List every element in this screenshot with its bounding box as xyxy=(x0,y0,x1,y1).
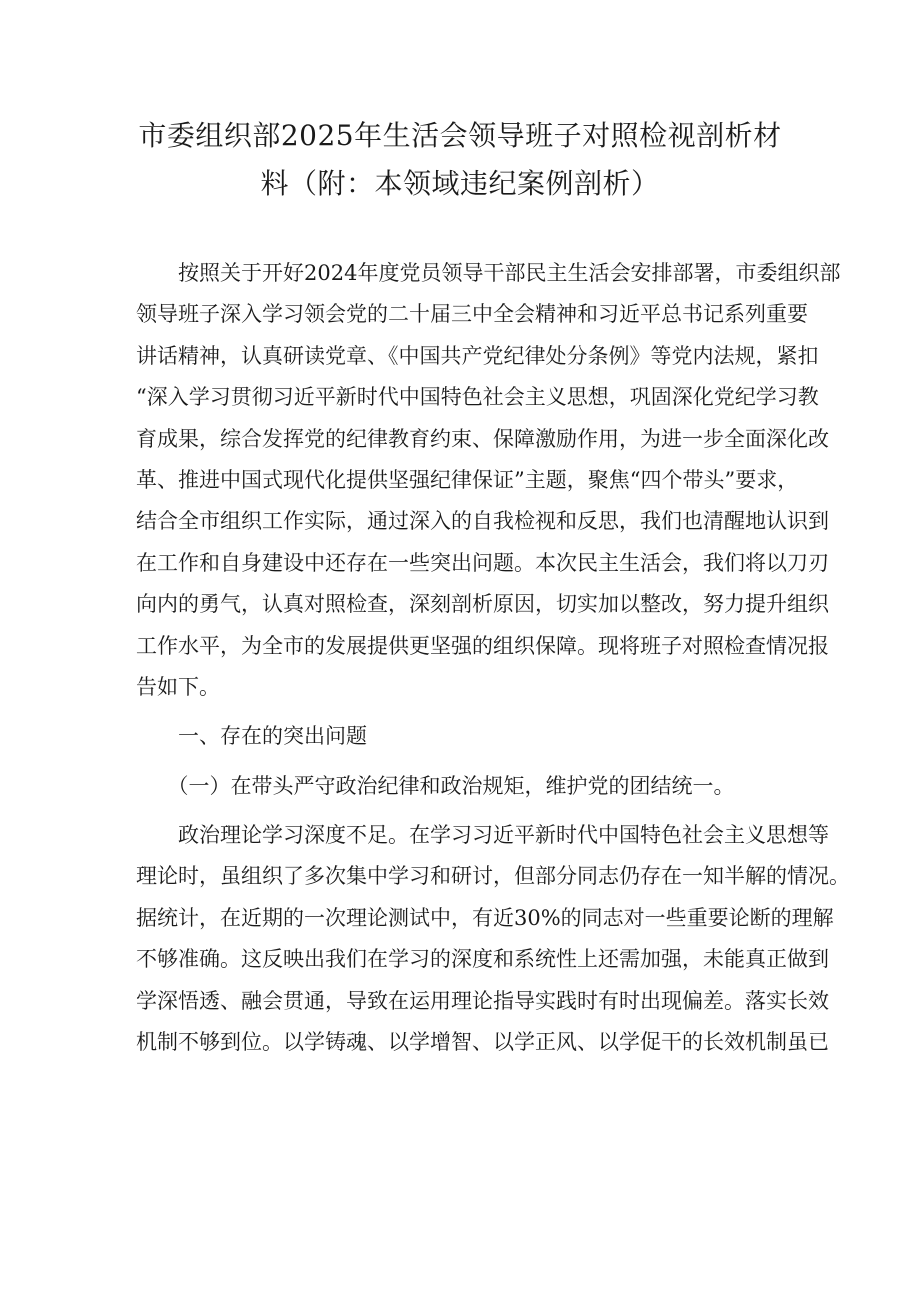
text-line: 结合全市组织工作实际，通过深入的自我检视和反思，我们也清醒地认识到 xyxy=(136,509,829,534)
text-line: 讲话精神，认真研读党章、《中国共产党纪律处分条例》等党内法规，紧扣 xyxy=(136,343,819,368)
text-line: 工作水平，为全市的发展提供更坚强的组织保障。现将班子对照检查情况报 xyxy=(136,633,829,658)
text-line: 告如下。 xyxy=(136,674,220,699)
title-line-2: 料（附：本领域违纪案例剖析） xyxy=(260,167,660,200)
text-line: 向内的勇气，认真对照检查，深刻剖析原因，切实加以整改，努力提升组织 xyxy=(136,592,829,617)
section-heading: 一、存在的突出问题 xyxy=(136,724,367,749)
text-line: 育成果，综合发挥党的纪律教育约束、保障激励作用，为进一步全面深化改 xyxy=(136,426,829,451)
text-line: 机制不够到位。以学铸魂、以学增智、以学正风、以学促干的长效机制虽已 xyxy=(136,1030,829,1055)
text-line: “深入学习贯彻习近平新时代中国特色社会主义思想，巩固深化党纪学习教 xyxy=(136,385,819,410)
document-title xyxy=(130,112,790,208)
text-line: 政治理论学习深度不足。在学习习近平新时代中国特色社会主义思想等 xyxy=(136,823,829,848)
text-line: 按照关于开好2024年度党员领导干部民主生活会安排部署，市委组织部 xyxy=(136,261,841,285)
text-line: 领导班子深入学习领会党的二十届三中全会精神和习近平总书记系列重要 xyxy=(136,302,808,327)
text-line: 在工作和自身建设中还存在一些突出问题。本次民主生活会，我们将以刀刃 xyxy=(136,550,829,575)
text-line: 不够准确。这反映出我们在学习的深度和系统性上还需加强，未能真正做到 xyxy=(136,947,829,972)
document-body xyxy=(136,253,850,1063)
text-line: 学深悟透、融会贯通，导致在运用理论指导实践时有时出现偏差。落实长效 xyxy=(136,988,829,1013)
text-line: 理论时，虽组织了多次集中学习和研讨，但部分同志仍存在一知半解的情况。 xyxy=(136,864,850,889)
title-line-1: 市委组织部2025年生活会领导班子对照检视剖析材 xyxy=(138,119,782,152)
text-line: 据统计，在近期的一次理论测试中，有近30%的同志对一些重要论断的理解 xyxy=(136,905,834,930)
intro-paragraph xyxy=(136,253,841,708)
body-paragraph xyxy=(136,815,850,1063)
text-line: 革、推进中国式现代化提供坚强纪律保证”主题，聚焦“四个带头”要求， xyxy=(136,467,799,492)
subsection-heading: （一）在带头严守政治纪律和政治规矩，维护党的团结统一。 xyxy=(136,773,735,798)
